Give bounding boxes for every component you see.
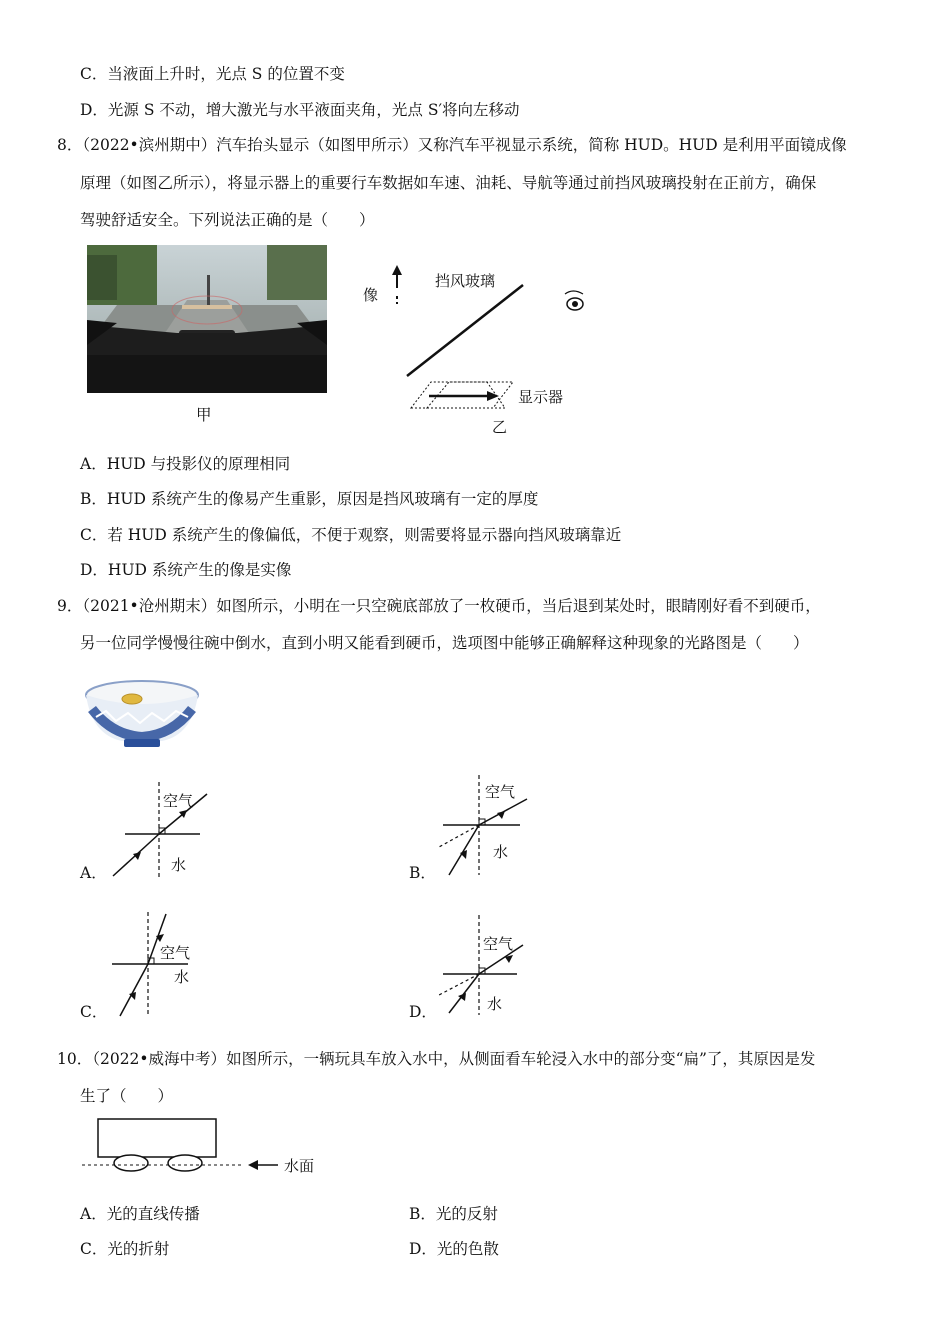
q8-option-d: D．HUD 系统产生的像是实像 <box>80 561 292 579</box>
q8-stem-line2: 原理（如图乙所示），将显示器上的重要行车数据如车速、油耗、导航等通过前挡风玻璃投射在正前方，确保 <box>80 174 817 192</box>
q9-stem-line2: 另一位同学慢慢往碗中倒水，直到小明又能看到硬币，选项图中能够正确解释这种现象的光路图是（ ） <box>80 634 809 652</box>
q9-option-d-diagram[interactable] <box>435 915 545 1020</box>
label-air: 空气 <box>163 792 194 810</box>
label-air: 空气 <box>483 935 514 953</box>
q10-option-d: D．光的色散 <box>409 1240 499 1258</box>
q10-option-c: C．光的折射 <box>80 1240 170 1258</box>
label-display: 显示器 <box>518 388 564 406</box>
label-water: 水 <box>487 995 503 1013</box>
q9-option-a-label[interactable]: A． <box>80 864 107 882</box>
ray-water <box>120 964 148 1016</box>
q9-option-d-label[interactable]: D． <box>409 1003 437 1021</box>
toy-car-in-water-diagram <box>78 1115 328 1185</box>
q10-option-a: A．光的直线传播 <box>80 1205 200 1223</box>
wheel-right <box>168 1155 202 1171</box>
label-air: 空气 <box>485 783 516 801</box>
label-water: 水 <box>171 856 187 874</box>
hud-dashboard-photo <box>87 245 327 393</box>
label-image: 像 <box>363 286 379 304</box>
bowl-with-coin-illustration <box>82 665 202 755</box>
label-water: 水 <box>174 968 190 986</box>
q8-option-b: B．HUD 系统产生的像易产生重影，原因是挡风玻璃有一定的厚度 <box>80 490 539 508</box>
eye-icon <box>565 291 583 310</box>
car-body <box>98 1119 216 1157</box>
q9-option-c-diagram[interactable] <box>108 912 218 1022</box>
label-air: 空气 <box>160 944 191 962</box>
q8-option-a: A．HUD 与投影仪的原理相同 <box>80 455 291 473</box>
q9-option-b-label[interactable]: B． <box>409 864 436 882</box>
q10-stem-line2: 生了（ ） <box>80 1087 174 1105</box>
image-arrow-head <box>392 265 402 275</box>
ray-water <box>449 974 479 1013</box>
q10-option-b: B．光的反射 <box>409 1205 498 1223</box>
q10-stem-line1: 10．（2022•威海中考）如图所示，一辆玩具车放入水中，从侧面看车轮浸入水中的部分变“扁”了，其原因是发 <box>57 1050 816 1068</box>
hud-schematic-diagram <box>355 258 615 438</box>
coin <box>122 694 142 704</box>
label-windshield: 挡风玻璃 <box>435 272 496 290</box>
q9-option-c-label[interactable]: C． <box>80 1003 108 1021</box>
q8-option-c: C．若 HUD 系统产生的像偏低，不便于观察，则需要将显示器向挡风玻璃靠近 <box>80 526 622 544</box>
label-water-surface: 水面 <box>284 1157 315 1175</box>
q7-option-c: C．当液面上升时，光点 S 的位置不变 <box>80 65 345 83</box>
fig-jia-caption: 甲 <box>196 406 212 424</box>
display-arrow-head <box>487 391 499 401</box>
wheel-left <box>114 1155 148 1171</box>
q8-stem-line3: 驾驶舒适安全。下列说法正确的是（ ） <box>80 211 375 229</box>
q9-stem-line1: 9．（2021•沧州期末）如图所示，小明在一只空碗底部放了一枚硬币，当后退到某处时，眼睛刚好看不到硬币， <box>57 597 821 615</box>
label-water: 水 <box>493 843 509 861</box>
water-surface-arrow <box>248 1160 258 1170</box>
q8-stem-line1: 8．（2022•滨州期中）汽车抬头显示（如图甲所示）又称汽车平视显示系统，简称 HUD。HUD 是利用平面镜成像 <box>57 136 847 154</box>
q9-option-a-diagram[interactable] <box>105 782 215 882</box>
ray-water <box>449 825 479 875</box>
q9-option-b-diagram[interactable] <box>435 775 545 880</box>
fig-yi-caption: 乙 <box>492 418 508 436</box>
windshield-line <box>407 285 523 376</box>
q7-option-d: D．光源 S 不动，增大激光与水平液面夹角，光点 S′将向左移动 <box>80 101 520 119</box>
